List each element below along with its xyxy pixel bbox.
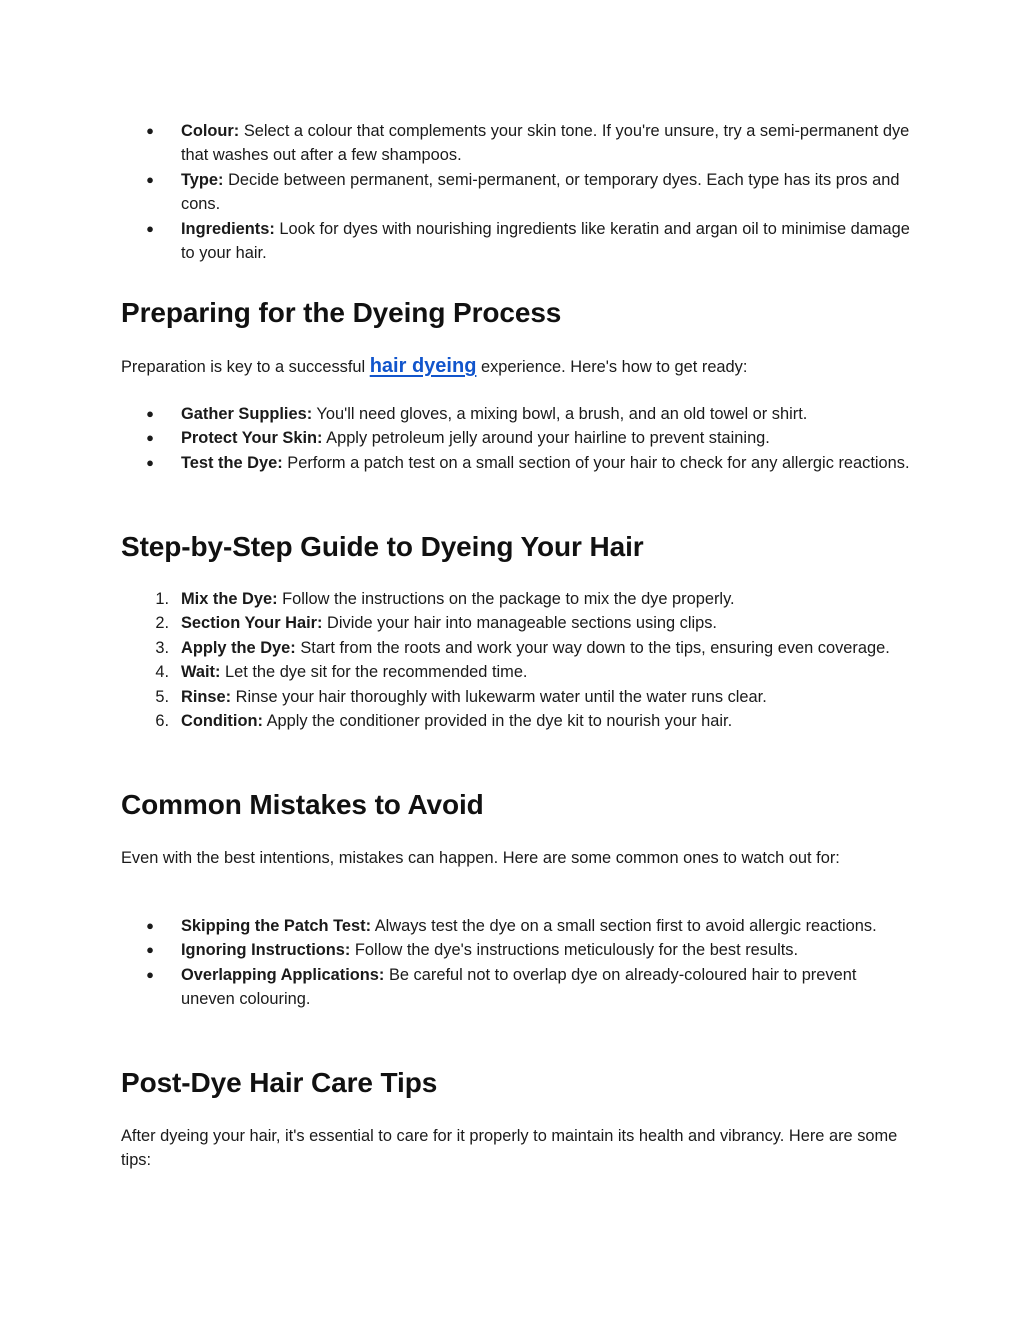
- list-item-term: Skipping the Patch Test:: [181, 917, 372, 935]
- list-item-text: You'll need gloves, a mixing bowl, a brush, and an old towel or shirt.: [316, 405, 808, 423]
- list-item: [121, 402, 911, 426]
- preparing-list-block: [121, 402, 911, 502]
- bullet-list-preparing: [121, 402, 911, 475]
- list-item: [121, 119, 911, 168]
- preparing-intro: [121, 354, 911, 379]
- list-item-text: Follow the dye's instructions meticulously for the best results.: [354, 941, 799, 960]
- list-item-term: Wait:: [181, 663, 221, 682]
- bullet-marker: ●: [146, 430, 154, 446]
- list-item: [121, 938, 911, 962]
- list-item: [121, 451, 911, 475]
- list-item: [121, 963, 911, 1012]
- list-item-term: Section Your Hair:: [181, 614, 323, 633]
- paragraph: After dyeing your hair, it's essential to care for it properly to maintain its health and vibrancy. Here are some tips:: [121, 1127, 898, 1170]
- list-item-term: Type:: [181, 170, 224, 189]
- numbered-list-guide: [121, 587, 911, 733]
- list-item-term: Rinse:: [181, 687, 232, 706]
- bullet-marker: ●: [146, 942, 154, 958]
- bullet-list-top: [121, 119, 911, 265]
- postdye-intro: [121, 1124, 911, 1173]
- list-item-term: Gather Supplies:: [181, 405, 313, 423]
- bullet-marker: ●: [146, 171, 154, 187]
- bullet-marker: ●: [146, 406, 154, 421]
- number-marker: 3.: [155, 638, 169, 657]
- list-item: [121, 709, 911, 733]
- list-item-text: Let the dye sit for the recommended time.: [225, 663, 528, 682]
- list-item: [121, 611, 911, 635]
- number-marker: 1.: [155, 590, 169, 608]
- paragraph: Even with the best intentions, mistakes can happen. Here are some common ones to watch out for:: [121, 849, 840, 867]
- list-item: [121, 168, 911, 217]
- list-item-text: Perform a patch test on a small section of your hair to check for any allergic reactions.: [287, 453, 910, 472]
- list-item-text: Be careful not to overlap dye on already-coloured hair to prevent uneven colouring.: [181, 965, 857, 1009]
- list-item-term: Test the Dye:: [181, 453, 283, 472]
- list-item-term: Mix the Dye:: [181, 590, 278, 608]
- list-item-text: Select a colour that complements your skin tone. If you're unsure, try a semi-permanent dye that washes out after a few shampoos.: [181, 122, 910, 165]
- list-item: [121, 914, 911, 938]
- list-item-text: Start from the roots and work your way down to the tips, ensuring even coverage.: [300, 638, 890, 657]
- intro-text: Preparation is key to a successful: [121, 358, 370, 376]
- number-marker: 6.: [155, 712, 169, 731]
- guide-list-block: [121, 587, 911, 757]
- section-heading: Preparing for the Dyeing Process: [121, 297, 562, 328]
- guide-section: [121, 530, 911, 564]
- section-heading: Common Mistakes to Avoid: [121, 789, 484, 820]
- list-item-text: Divide your hair into manageable sections using clips.: [327, 614, 717, 633]
- top-list-block: [121, 119, 911, 269]
- number-marker: 2.: [155, 614, 169, 633]
- section-heading: Step-by-Step Guide to Dyeing Your Hair: [121, 531, 644, 562]
- list-item-text: Decide between permanent, semi-permanent, or temporary dyes. Each type has its pros and cons.: [181, 170, 900, 214]
- list-item: [121, 660, 911, 684]
- list-item-text: Follow the instructions on the package to mix the dye properly.: [282, 590, 735, 608]
- section-heading: Post-Dye Hair Care Tips: [121, 1067, 438, 1098]
- list-item-term: Apply the Dye:: [181, 638, 296, 657]
- list-item-term: Ingredients:: [181, 219, 275, 238]
- list-item: [121, 217, 911, 266]
- list-item-term: Colour:: [181, 122, 240, 140]
- list-item-term: Condition:: [181, 712, 263, 731]
- mistakes-intro: [121, 846, 911, 870]
- list-item-text: Rinse your hair thoroughly with lukewarm water until the water runs clear.: [235, 687, 767, 706]
- list-item-text: Look for dyes with nourishing ingredients like keratin and argan oil to minimise damage to your hair.: [181, 219, 910, 263]
- bullet-marker: ●: [146, 123, 154, 138]
- mistakes-list-block: [121, 914, 911, 1039]
- list-item-text: Apply the conditioner provided in the dye kit to nourish your hair.: [266, 712, 733, 731]
- list-item: [121, 636, 911, 660]
- mistakes-section: [121, 788, 911, 822]
- preparing-section: [121, 296, 911, 330]
- bullet-marker: ●: [146, 966, 154, 982]
- list-item-term: Overlapping Applications:: [181, 965, 385, 984]
- bullet-marker: ●: [146, 918, 154, 933]
- number-marker: 5.: [155, 687, 169, 706]
- bullet-list-mistakes: [121, 914, 911, 1012]
- postdye-section: [121, 1066, 911, 1100]
- hair-dyeing-link[interactable]: hair dyeing: [369, 355, 477, 377]
- bullet-marker: ●: [146, 454, 154, 470]
- list-item: [121, 426, 911, 450]
- bullet-marker: ●: [146, 220, 154, 236]
- list-item-term: Ignoring Instructions:: [181, 941, 351, 960]
- number-marker: 4.: [155, 663, 169, 682]
- intro-text: experience. Here's how to get ready:: [476, 358, 748, 376]
- list-item: [121, 587, 911, 611]
- list-item-text: Always test the dye on a small section first to avoid allergic reactions.: [374, 917, 877, 935]
- list-item-term: Protect Your Skin:: [181, 429, 323, 448]
- paragraph: [121, 354, 911, 379]
- list-item-text: Apply petroleum jelly around your hairline to prevent staining.: [326, 429, 770, 448]
- list-item: [121, 685, 911, 709]
